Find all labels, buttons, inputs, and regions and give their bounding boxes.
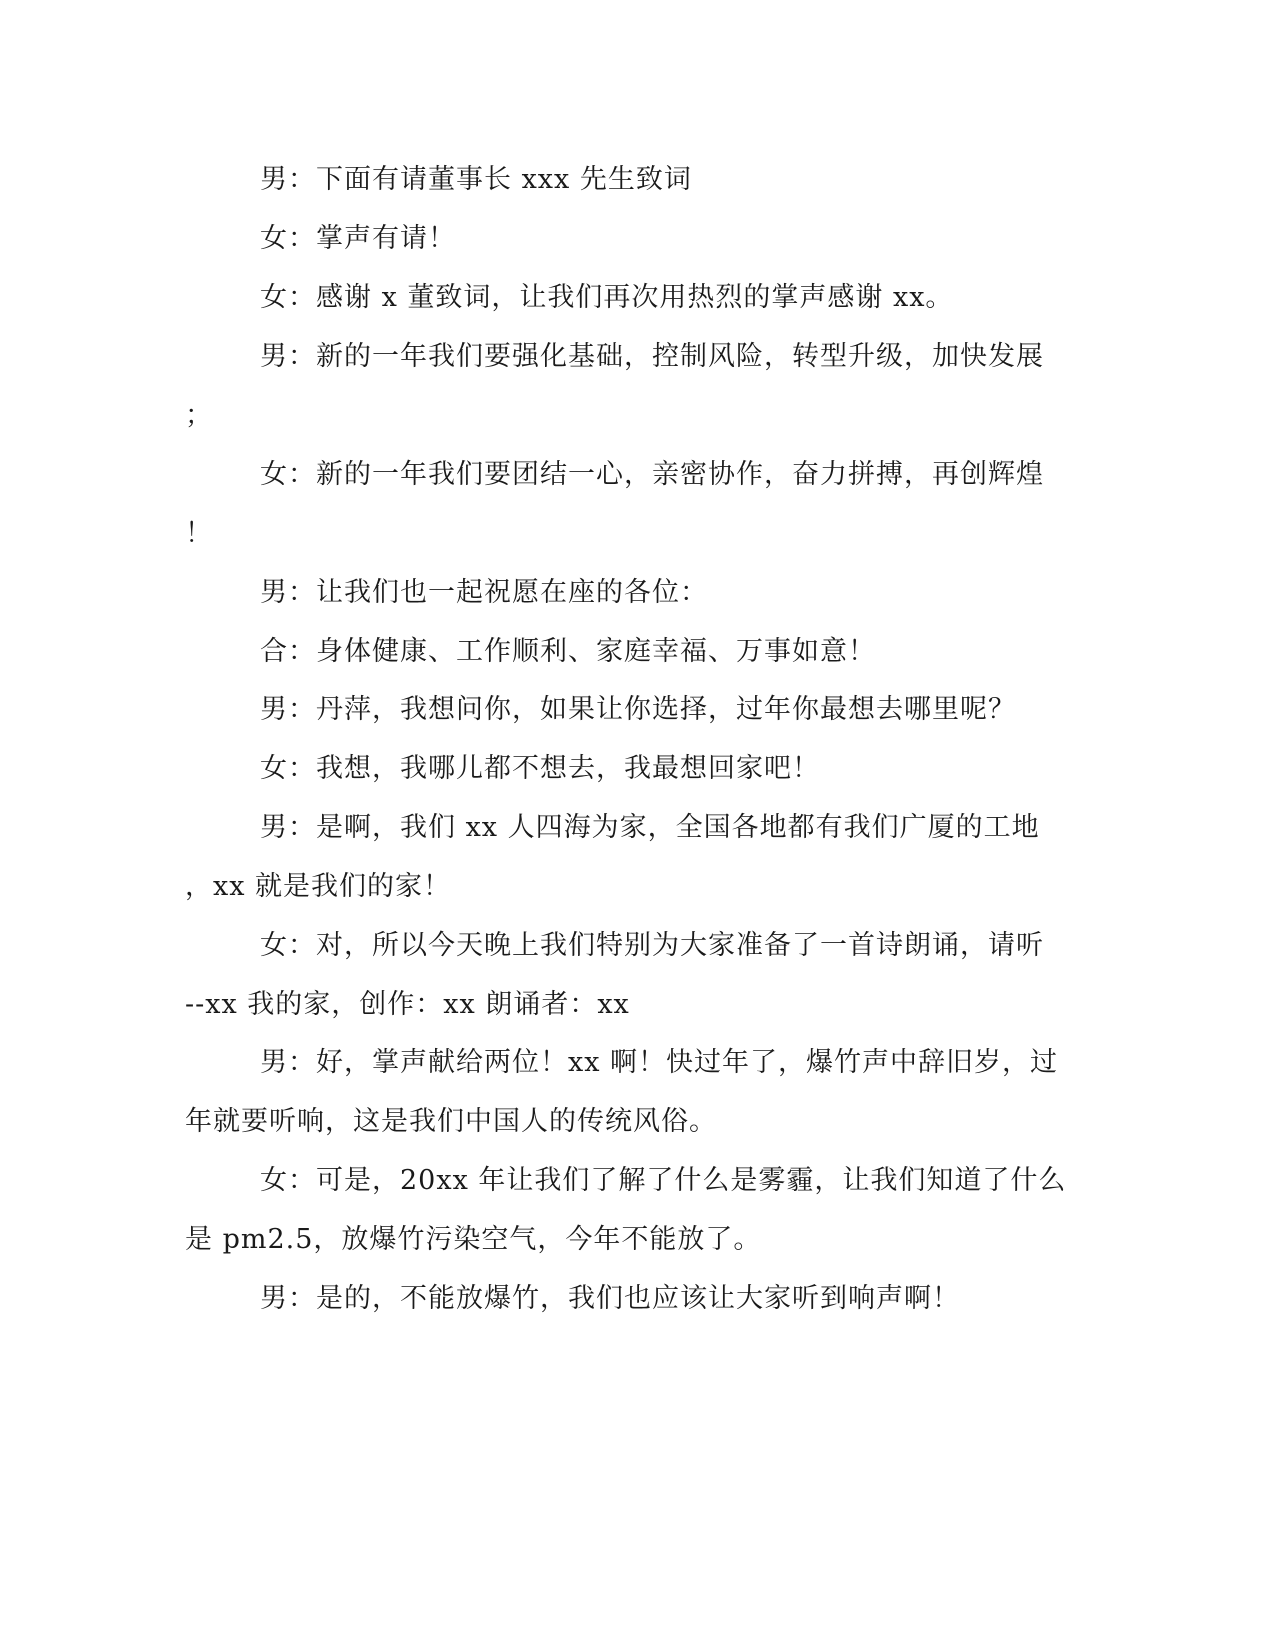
dialogue-line: 女：掌声有请！: [260, 223, 456, 254]
dialogue-line: 男：让我们也一起祝愿在座的各位：: [260, 577, 708, 608]
dialogue-line-continuation: ；: [185, 400, 213, 431]
dialogue-line-continuation: ！: [185, 518, 213, 549]
dialogue-line: 男：丹萍，我想问你，如果让你选择，过年你最想去哪里呢？: [260, 694, 1016, 725]
dialogue-line-continuation: 年就要听响，这是我们中国人的传统风俗。: [185, 1106, 717, 1137]
dialogue-line: 女：感谢 x 董致词，让我们再次用热烈的掌声感谢 xx。: [260, 282, 954, 313]
dialogue-line: 女：新的一年我们要团结一心，亲密协作，奋力拼搏，再创辉煌: [260, 459, 1044, 490]
dialogue-line: 女：对，所以今天晚上我们特别为大家准备了一首诗朗诵，请听: [260, 930, 1044, 961]
dialogue-line: 女：我想，我哪儿都不想去，我最想回家吧！: [260, 753, 820, 784]
dialogue-line-continuation: --xx 我的家，创作：xx 朗诵者：xx: [185, 989, 630, 1020]
dialogue-line: 男：是的，不能放爆竹，我们也应该让大家听到响声啊！: [260, 1283, 960, 1314]
dialogue-line: 男：新的一年我们要强化基础，控制风险，转型升级，加快发展: [260, 341, 1044, 372]
dialogue-line-continuation: 是 pm2.5，放爆竹污染空气，今年不能放了。: [185, 1224, 762, 1255]
dialogue-line: 男：是啊，我们 xx 人四海为家，全国各地都有我们广厦的工地: [260, 812, 1040, 843]
dialogue-line-continuation: ，xx 就是我们的家！: [185, 871, 452, 902]
dialogue-line: 男：好，掌声献给两位！xx 啊！快过年了，爆竹声中辞旧岁，过: [260, 1047, 1059, 1078]
dialogue-line: 合：身体健康、工作顺利、家庭幸福、万事如意！: [260, 636, 876, 667]
dialogue-line: 男：下面有请董事长 xxx 先生致词: [260, 164, 692, 195]
dialogue-line: 女：可是，20xx 年让我们了解了什么是雾霾，让我们知道了什么: [260, 1165, 1067, 1196]
